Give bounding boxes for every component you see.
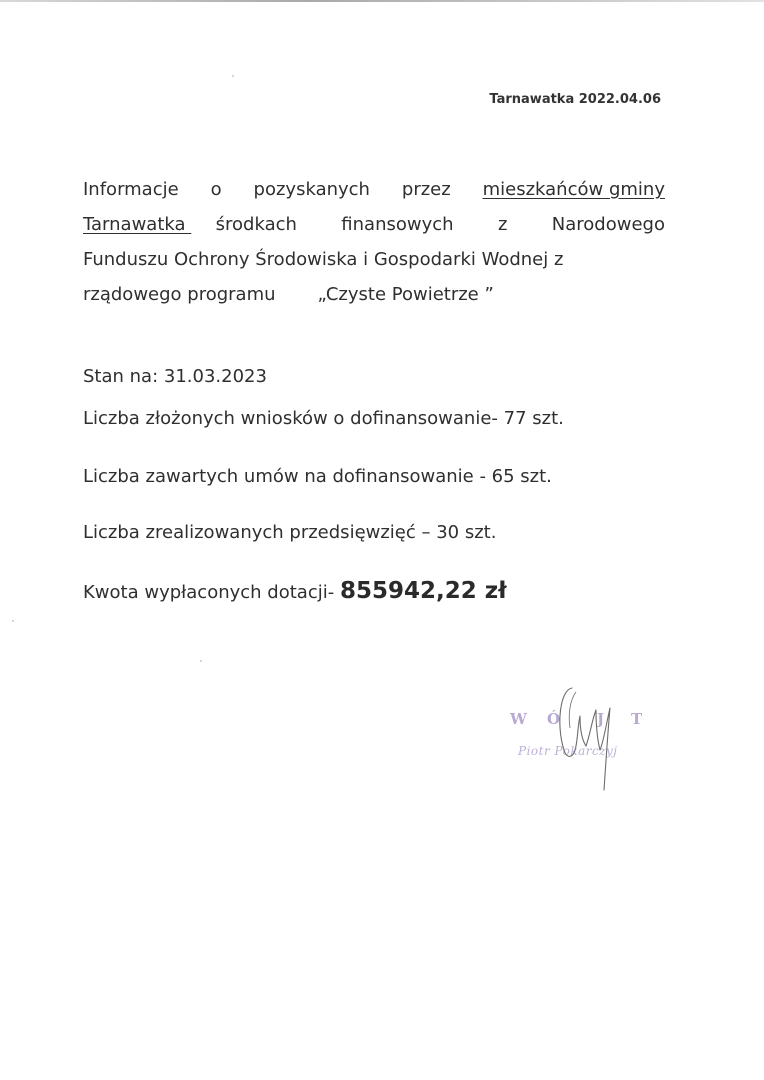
official-stamp — [500, 680, 660, 810]
heading-line-4 — [83, 277, 665, 312]
heading-line-2 — [83, 207, 665, 242]
applications-count: Liczba złożonych wniosków o dofinansowanie- 77 szt. — [83, 408, 564, 429]
scan-edge — [0, 0, 764, 2]
completed-projects-count: Liczba zrealizowanych przedsięwzięć – 30 szt. — [83, 522, 497, 543]
scan-speck — [12, 620, 14, 622]
document-heading — [83, 172, 665, 312]
heading-word: Informacje — [83, 179, 179, 200]
heading-word: środkach — [215, 214, 297, 235]
program-name: „Czyste Powietrze ” — [317, 284, 494, 305]
contracts-count: Liczba zawartych umów na dofinansowanie - 65 szt. — [83, 466, 552, 487]
handwritten-signature — [520, 680, 630, 810]
heading-word: pozyskanych — [253, 179, 370, 200]
stamp-name: Piotr Pokarczyj — [518, 744, 618, 758]
heading-word: finansowych — [341, 214, 454, 235]
payout-label: Kwota wypłaconych dotacji- — [83, 582, 335, 603]
heading-text: rządowego programu — [83, 284, 276, 305]
scan-speck — [232, 75, 234, 77]
heading-word: Narodowego — [551, 214, 665, 235]
heading-underlined-text: Tarnawatka — [83, 214, 192, 235]
stamp-letter: J — [597, 710, 605, 728]
document-date: Tarnawatka 2022.04.06 — [489, 92, 661, 107]
stamp-letter: T — [631, 710, 643, 728]
heading-underlined-text: mieszkańców gminy — [482, 179, 665, 200]
payout-amount: 855942,22 zł — [339, 578, 507, 604]
stamp-letter: W — [510, 710, 527, 728]
scan-speck — [200, 660, 202, 662]
heading-line-1 — [83, 172, 665, 207]
heading-word: przez — [401, 179, 451, 200]
heading-line-3: Funduszu Ochrony Środowiska i Gospodarki Wodnej z — [83, 249, 564, 270]
status-date: Stan na: 31.03.2023 — [83, 366, 267, 387]
payout-line — [83, 578, 507, 604]
heading-word: o — [210, 179, 222, 200]
stamp-letter: Ó — [547, 710, 561, 728]
heading-word: z — [497, 214, 508, 235]
